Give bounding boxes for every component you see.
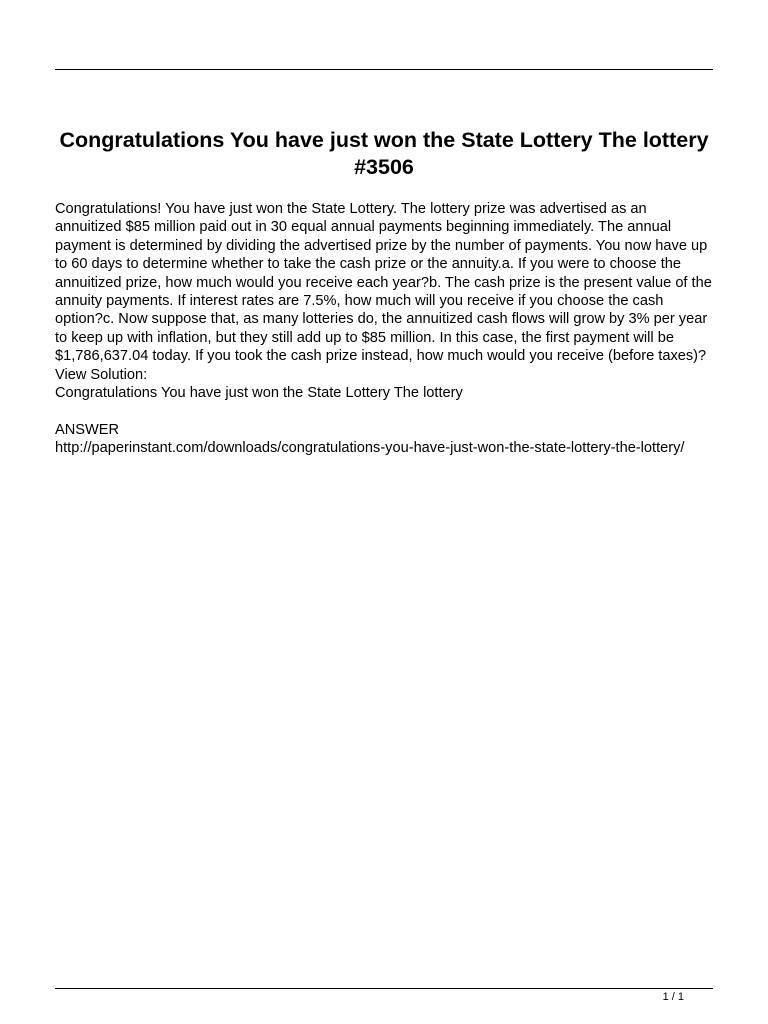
document-body: [55, 200, 715, 458]
top-divider: [55, 69, 713, 70]
answer-link[interactable]: http://paperinstant.com/downloads/congratulations-you-have-just-won-the-state-lottery-the-lottery/: [55, 440, 685, 457]
solution-title: Congratulations You have just won the State Lottery The lottery: [55, 385, 463, 402]
answer-label: ANSWER: [55, 421, 120, 438]
paragraph-spacer: [55, 402, 715, 420]
page-number: 1 / 1: [662, 991, 684, 1003]
document-title: Congratulations You have just won the State Lottery The lottery #3506: [59, 128, 709, 179]
bottom-divider: [55, 988, 713, 989]
question-paragraph: Congratulations! You have just won the State Lottery. The lottery prize was advertised as an annuitized $85 million paid out in 30 equal annual payments beginning immediately. The annual payment is determined by dividing the advertised prize by the number of payments. You now have up to 60 days to determine whether to take the cash prize or the annuity.a. If you were to choose the annuitized prize, how much would you receive each year?b. The cash prize is the present value of the annuity payments. If interest rates are 7.5%, how much will you receive if you choose the cash option?c. Now suppose that, as many lotteries do, the annuitized cash flows will grow by 3% per year to keep up with inflation, but they still add up to $85 million. In this case, the first payment will be $1,786,637.04 today. If you took the cash prize instead, how much would you receive (before taxes)?View Solution:: [55, 201, 712, 383]
